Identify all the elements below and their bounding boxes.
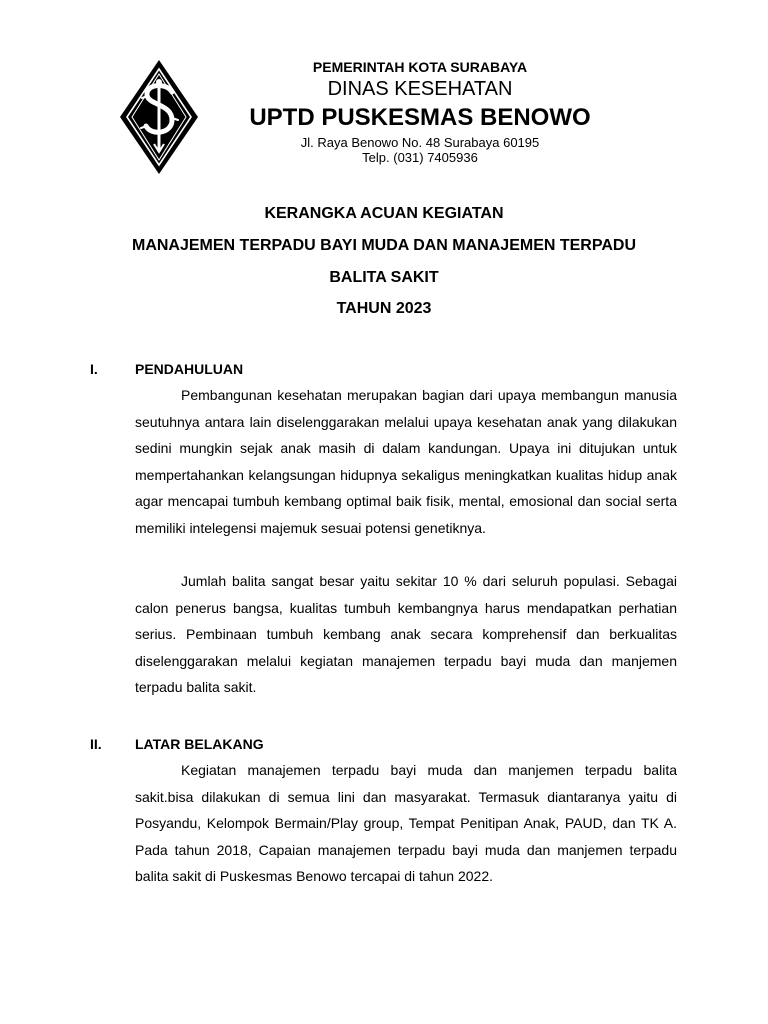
- section-heading: LATAR BELAKANG: [135, 736, 264, 752]
- letterhead-department: DINAS KESEHATAN: [327, 78, 513, 100]
- document-year: TAHUN 2023: [336, 300, 432, 317]
- section-number: I.: [90, 361, 98, 377]
- letterhead-address: Jl. Raya Benowo No. 48 Surabaya 60195: [300, 135, 540, 150]
- document-subtitle-line2: BALITA SAKIT: [329, 269, 439, 286]
- section-heading: PENDAHULUAN: [135, 361, 244, 377]
- letterhead-phone: Telp. (031) 7405936: [362, 150, 478, 165]
- letterhead-institution: UPTD PUSKESMAS BENOWO: [249, 104, 591, 131]
- letterhead-government: PEMERINTAH KOTA SURABAYA: [312, 59, 528, 75]
- paragraph: Jumlah balita sangat besar yaitu sekitar 10 % dari seluruh populasi. Sebagai calon penerus bangsa, kualitas tumbuh kembangnya harus mendapatkan perhatian serius. Pembinaan tumbuh kembang anak secara komprehensif dan berkualitas diselenggarakan melalui kegiatan manajemen terpadu bayi muda dan manjemen terpadu balita sakit.: [135, 573, 677, 695]
- paragraph: Pembangunan kesehatan merupakan bagian dari upaya membangun manusia seutuhnya antara lain diselenggarakan melalui upaya kesehatan anak yang dilakukan sedini mungkin sejak anak masih di dalam kandungan. Upaya ini ditujukan untuk mempertahankan kelangsungan hidupnya sekaligus meningkatkan kualitas hidup anak agar mencapai tumbuh kembang optimal baik fisik, mental, emosional dan social serta memiliki intelegensi majemuk sesuai potensi genetiknya.: [135, 387, 677, 536]
- paragraph: Kegiatan manajemen terpadu bayi muda dan manjemen terpadu balita sakit.bisa dilakukan di semua lini dan masyarakat. Termasuk diantaranya yaitu di Posyandu, Kelompok Bermain/Play group, Tempat Penitipan Anak, PAUD, dan TK A. Pada tahun 2018, Capaian manajemen terpadu bayi muda dan manjemen terpadu balita sakit di Puskesmas Benowo tercapai di tahun 2022.: [135, 762, 677, 884]
- section-number: II.: [90, 736, 102, 752]
- surabaya-city-emblem-icon: [120, 60, 198, 174]
- document-title: KERANGKA ACUAN KEGIATAN: [264, 205, 504, 222]
- document-subtitle-line1: MANAJEMEN TERPADU BAYI MUDA DAN MANAJEMEN TERPADU: [131, 237, 637, 254]
